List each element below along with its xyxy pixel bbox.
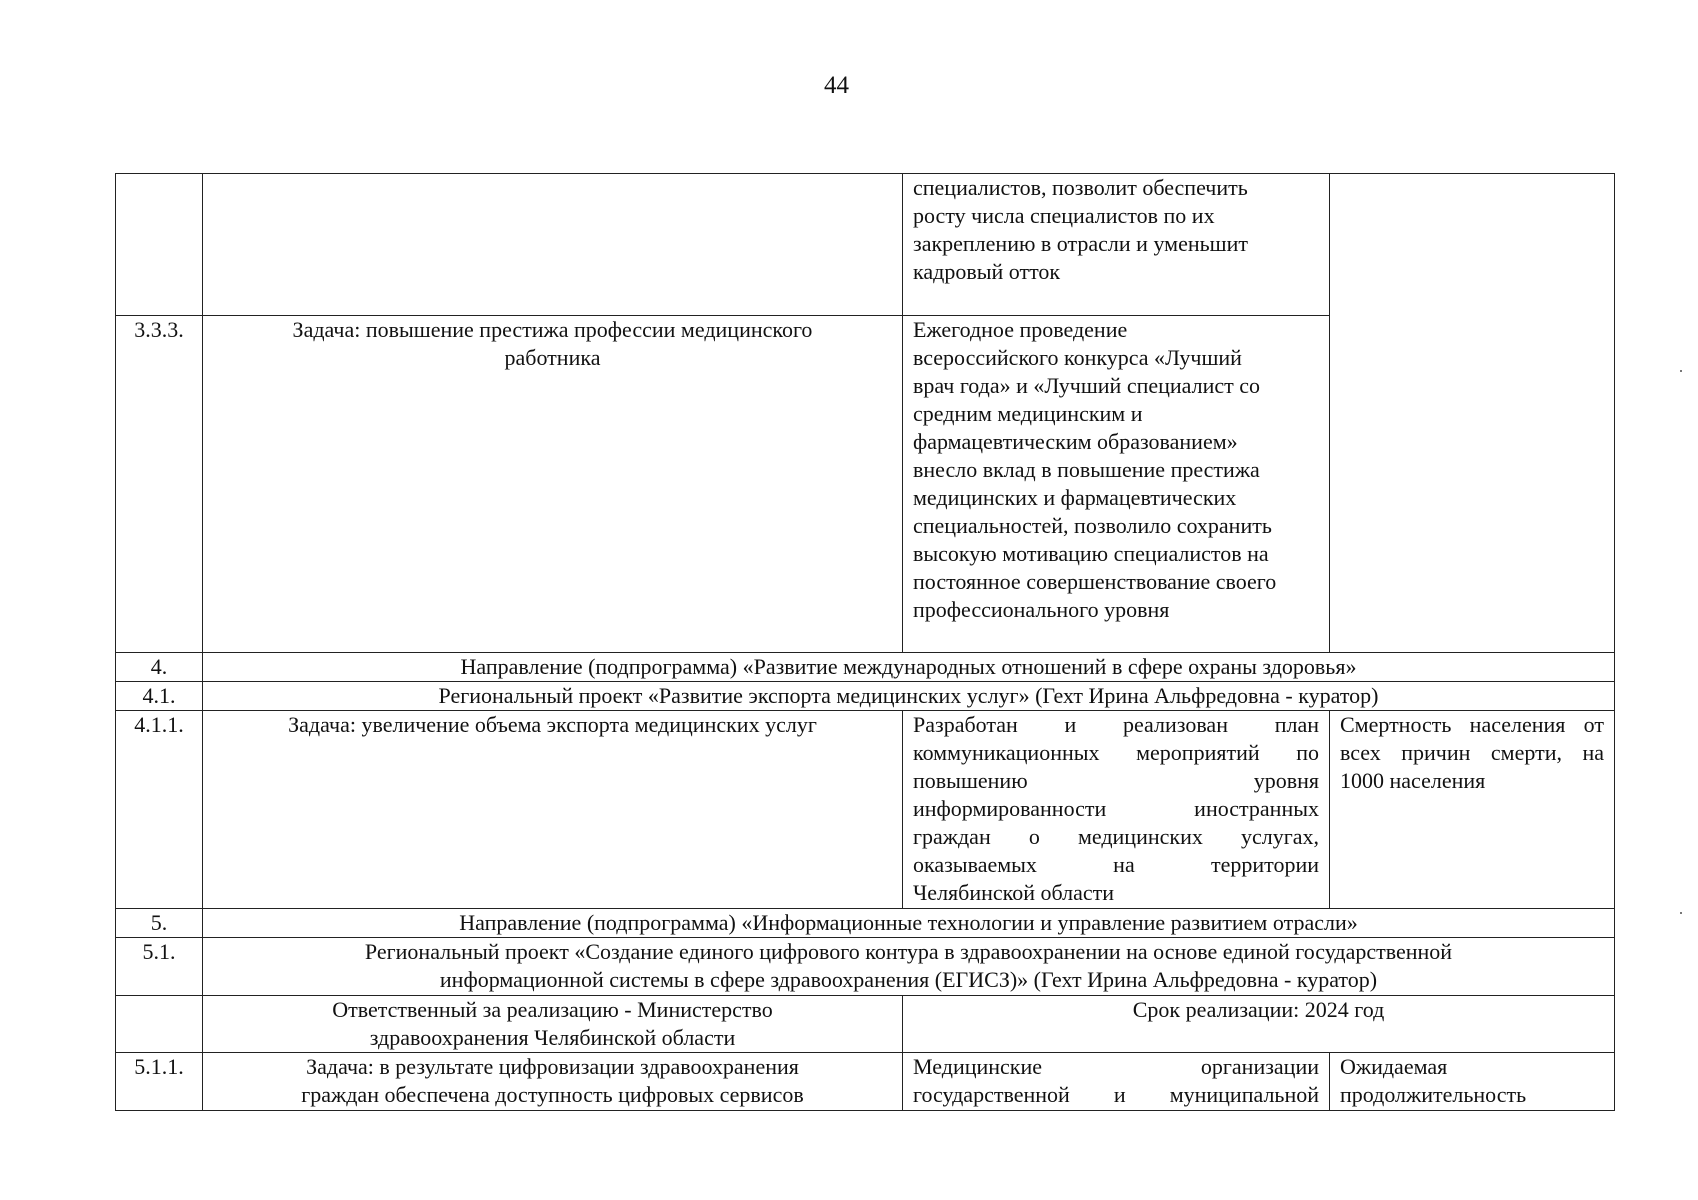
row-number-cell	[116, 996, 203, 1053]
table-row-5-1	[116, 938, 1615, 996]
indicator-line: продолжительность	[1340, 1082, 1527, 1107]
table-row-4-1-1	[116, 711, 1615, 909]
implementation-term: Срок реализации: 2024 год	[903, 996, 1615, 1053]
result-line: высокую мотивацию специалистов на	[913, 541, 1269, 566]
responsible-line: здравоохранения Челябинской области	[369, 1025, 736, 1050]
direction-title: Направление (подпрограмма) «Развитие международных отношений в сфере охраны здоровья»	[203, 653, 1615, 682]
project-title	[203, 938, 1615, 996]
result-line: врач года» и «Лучший специалист со	[913, 373, 1261, 398]
result-line: росту числа специалистов по их	[913, 203, 1215, 228]
direction-title: Направление (подпрограмма) «Информационные технологии и управление развитием отрасли»	[203, 909, 1615, 938]
result-line: Медицинские организации	[913, 1054, 1319, 1079]
result-line: информированности иностранных	[913, 796, 1319, 821]
project-title: Региональный проект «Развитие экспорта медицинских услуг» (Гехт Ирина Альфредовна - куратор)	[203, 682, 1615, 711]
indicator-line: Смертность населения от	[1340, 712, 1604, 737]
result-cell	[903, 316, 1330, 653]
program-table	[115, 173, 1615, 1111]
table-row-5-1-1	[116, 1053, 1615, 1111]
task-cell	[203, 174, 903, 316]
project-title-line: Региональный проект «Создание единого цифрового контура в здравоохранении на основе единой государственной	[364, 939, 1453, 964]
task-line: граждан обеспечена доступность цифровых сервисов	[301, 1082, 804, 1107]
result-line: коммуникационных мероприятий по	[913, 740, 1319, 765]
indicator-line: Ожидаемая	[1340, 1054, 1448, 1079]
row-number: 5.	[116, 909, 203, 938]
table-row-continuation	[116, 174, 1615, 316]
table-row-4	[116, 653, 1615, 682]
result-cell	[903, 711, 1330, 909]
table-row-responsible	[116, 996, 1615, 1053]
result-line: фармацевтическим образованием»	[913, 429, 1238, 454]
task-line: Задача: повышение престижа профессии медицинского	[292, 317, 813, 342]
row-number: 5.1.1.	[116, 1053, 203, 1111]
indicator-cell	[1330, 711, 1615, 909]
scan-speck	[1680, 912, 1682, 914]
result-line: повышению уровня	[913, 768, 1319, 793]
row-number: 5.1.	[116, 938, 203, 996]
project-title-line: информационной системы в сфере здравоохранения (ЕГИСЗ)» (Гехт Ирина Альфредовна - куратор)	[439, 967, 1378, 992]
result-line: средним медицинским и	[913, 401, 1143, 426]
result-line: медицинских и фармацевтических	[913, 485, 1237, 510]
table-row-4-1	[116, 682, 1615, 711]
indicator-line: 1000 населения	[1340, 768, 1486, 793]
result-line: закреплению в отрасли и уменьшит	[913, 231, 1248, 256]
task-cell	[203, 1053, 903, 1111]
result-cell	[903, 174, 1330, 316]
result-cell	[903, 1053, 1330, 1111]
indicator-cell	[1330, 174, 1615, 653]
page-number: 44	[824, 72, 849, 99]
result-line: граждан о медицинских услугах,	[913, 824, 1319, 849]
indicator-cell	[1330, 1053, 1615, 1111]
result-line: кадровый отток	[913, 259, 1061, 284]
result-line: специалистов, позволит обеспечить	[913, 175, 1248, 200]
row-number: 4.1.	[116, 682, 203, 711]
row-number: 3.3.3.	[116, 316, 203, 653]
indicator-line: всех причин смерти, на	[1340, 740, 1604, 765]
result-line: всероссийского конкурса «Лучший	[913, 345, 1242, 370]
result-line: специальностей, позволило сохранить	[913, 513, 1272, 538]
task-line: работника	[504, 345, 601, 370]
result-line: постоянное совершенствование своего	[913, 569, 1277, 594]
table-row-5	[116, 909, 1615, 938]
responsible-cell	[203, 996, 903, 1053]
task-cell	[203, 316, 903, 653]
result-line: Челябинской области	[913, 880, 1115, 905]
row-number: 4.	[116, 653, 203, 682]
result-line: профессионального уровня	[913, 597, 1170, 622]
result-line: внесло вклад в повышение престижа	[913, 457, 1260, 482]
scan-speck	[1680, 370, 1682, 372]
responsible-line: Ответственный за реализацию - Министерство	[332, 997, 773, 1022]
result-line: государственной и муниципальной	[913, 1082, 1319, 1107]
row-number-cell	[116, 174, 203, 316]
task-line: Задача: в результате цифровизации здравоохранения	[306, 1054, 799, 1079]
result-line: Ежегодное проведение	[913, 317, 1128, 342]
result-line: Разработан и реализован план	[913, 712, 1319, 737]
row-number: 4.1.1.	[116, 711, 203, 909]
result-line: оказываемых на территории	[913, 852, 1319, 877]
task-text: Задача: увеличение объема экспорта медицинских услуг	[203, 711, 903, 909]
